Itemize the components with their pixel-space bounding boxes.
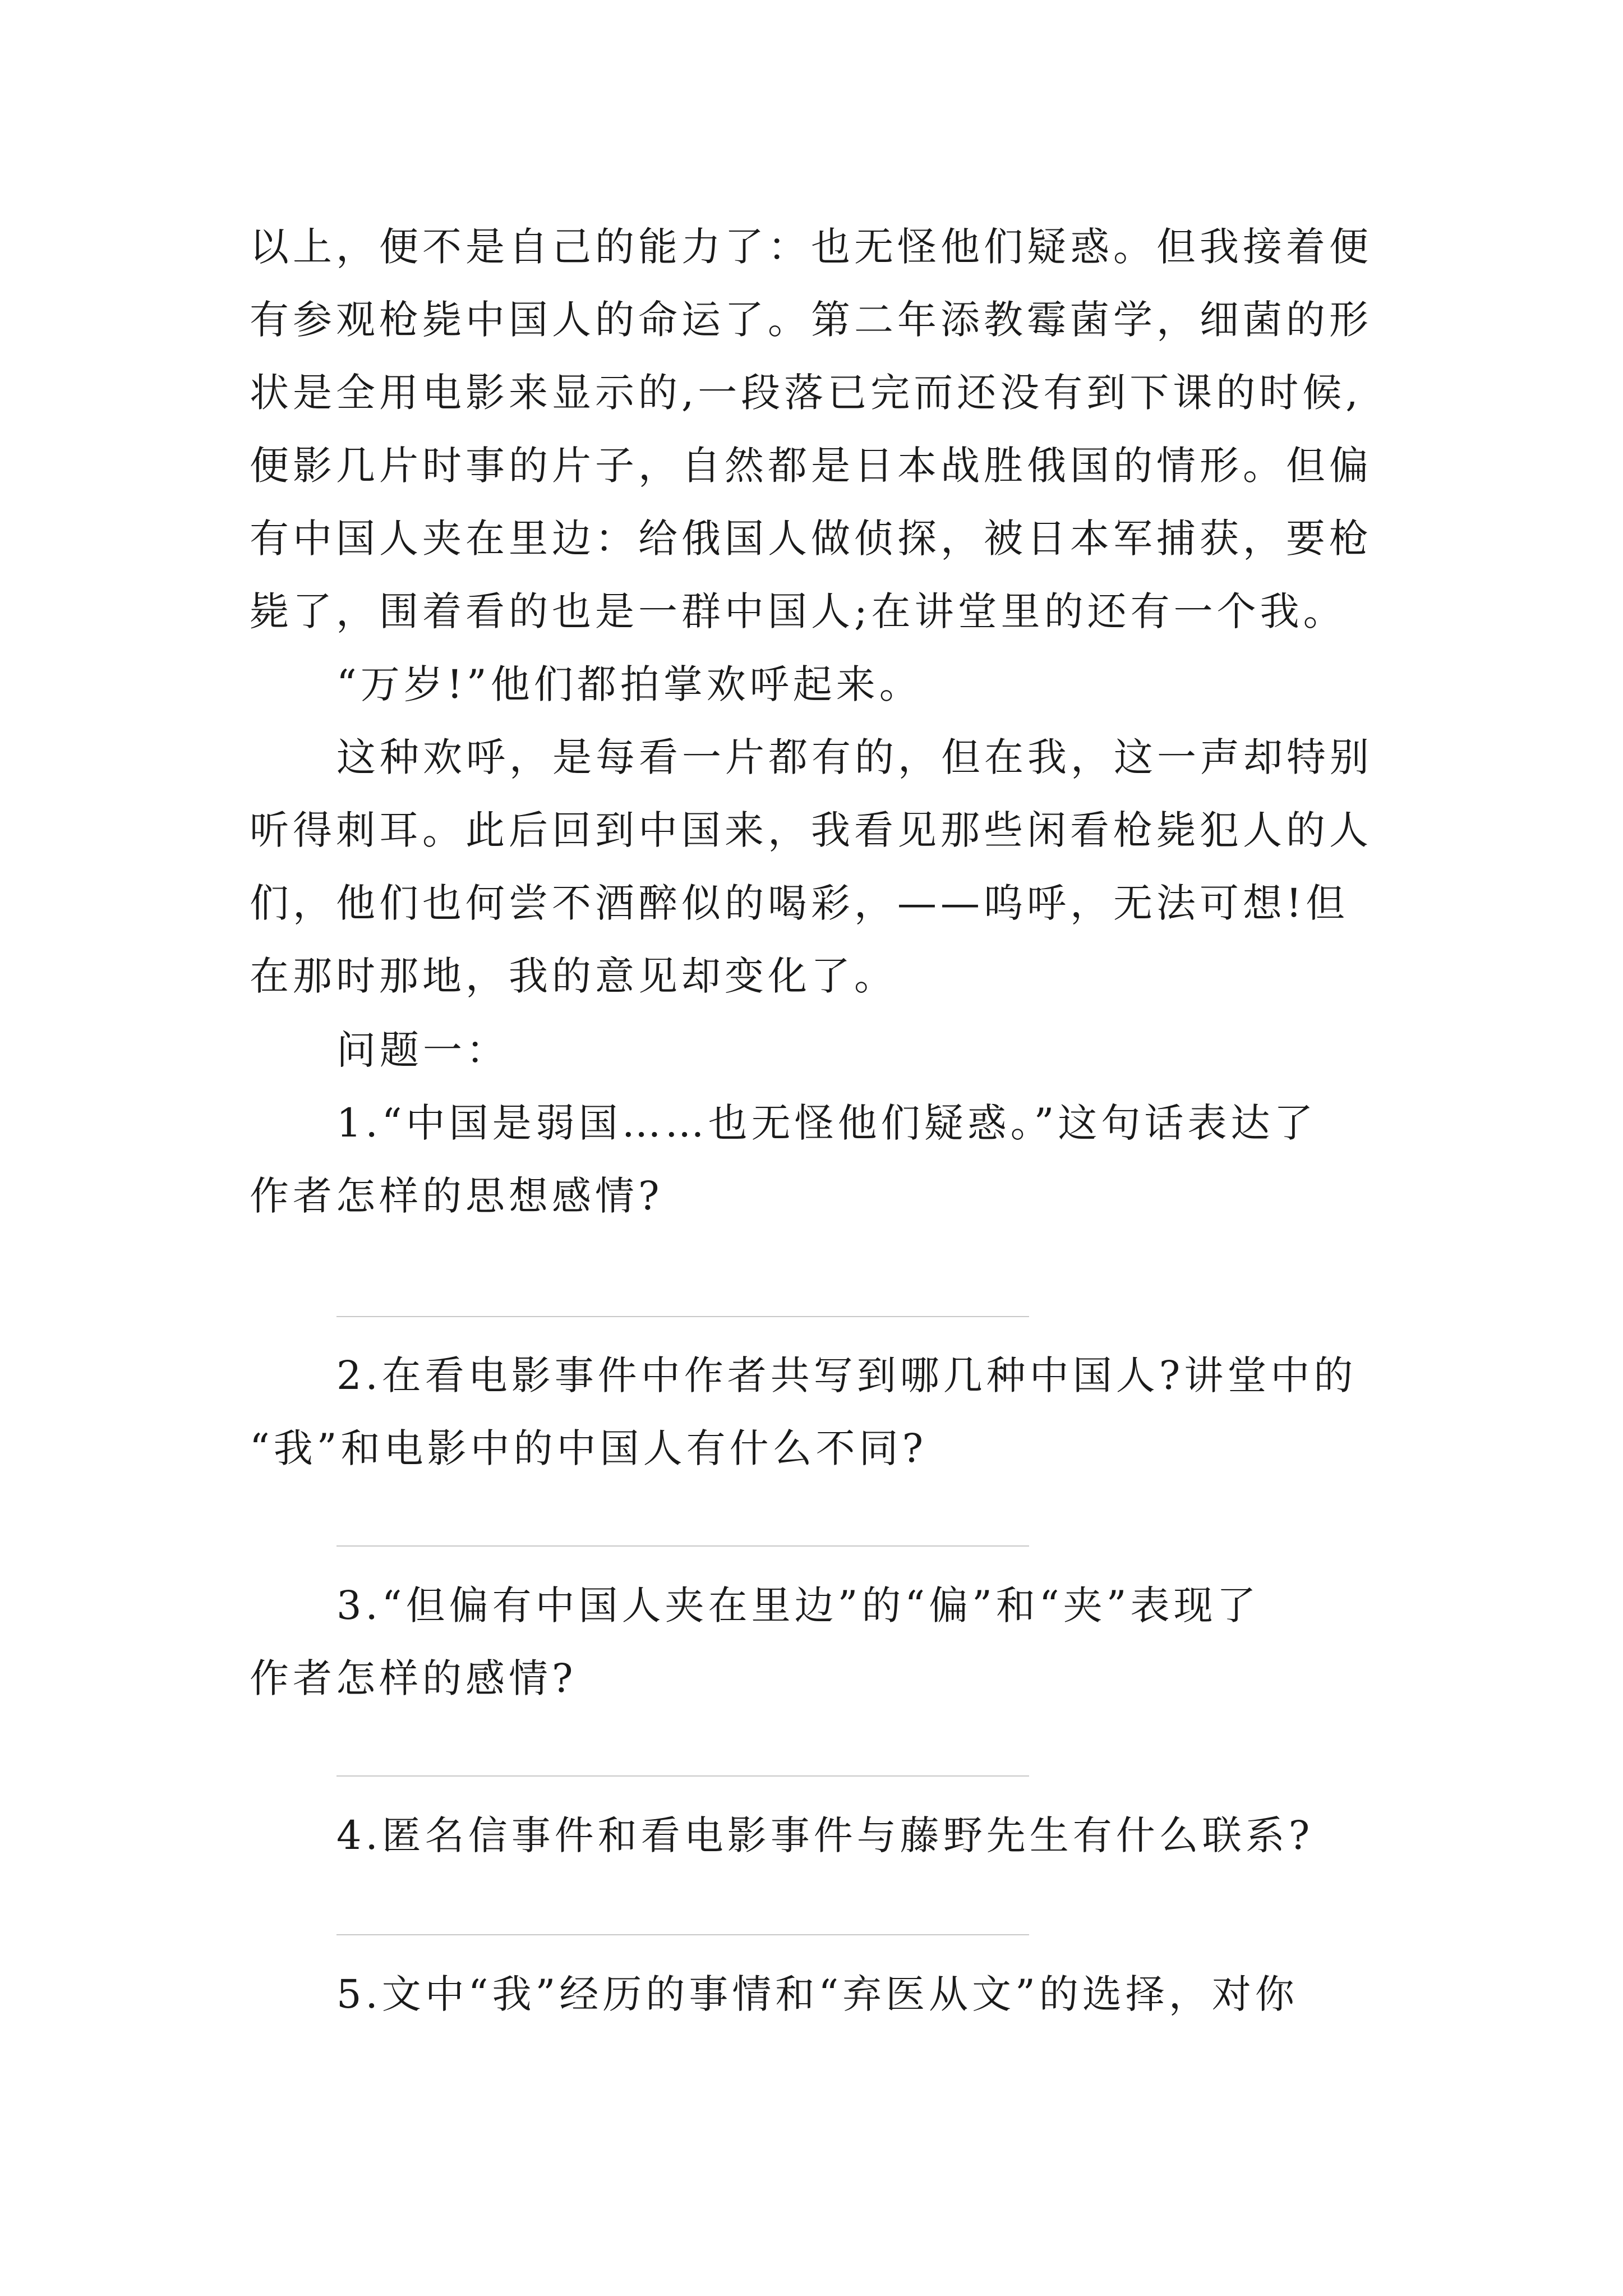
question-1-line-1: 1.“中国是弱国……也无怪他们疑惑。”这句话表达了 [336,1100,1317,1146]
passage-line-1: 以上，便不是自己的能力了：也无怪他们疑惑。但我接着便 [250,224,1372,270]
question-3-line-2: 作者怎样的感情? [250,1655,577,1701]
question-2-line-2: “我”和电影中的中国人有什么不同? [250,1425,928,1471]
answer-line-3[interactable] [336,1775,1029,1777]
answer-line-1[interactable] [336,1316,1029,1317]
passage-line-2: 有参观枪毙中国人的命运了。第二年添教霉菌学，细菌的形 [250,297,1372,343]
passage-line-5: 有中国人夹在里边：给俄国人做侦探，被日本军捕获，要枪 [250,516,1372,562]
answer-line-2[interactable] [336,1545,1029,1547]
answer-line-4[interactable] [336,1934,1029,1935]
question-2-line-1: 2.在看电影事件中作者共写到哪几种中国人?讲堂中的 [336,1352,1357,1398]
question-3-line-1: 3.“但偏有中国人夹在里边”的“偏”和“夹”表现了 [336,1582,1260,1628]
passage-line-4: 便影几片时事的片子，自然都是日本战胜俄国的情形。但偏 [250,443,1372,489]
passage-line-9: 听得刺耳。此后回到中国来，我看见那些闲看枪毙犯人的人 [250,807,1372,853]
question-1-line-2: 作者怎样的思想感情? [250,1173,663,1219]
passage-line-6: 毙了，围着看的也是一群中国人;在讲堂里的还有一个我。 [250,588,1347,634]
passage-line-8: 这种欢呼，是每看一片都有的，但在我，这一声却特别 [336,734,1373,780]
passage-line-10: 们，他们也何尝不酒醉似的喝彩，——呜呼，无法可想!但 [250,880,1349,926]
passage-line-3: 状是全用电影来显示的,一段落已完而还没有到下课的时候, [250,370,1362,416]
section-heading: 问题一： [336,1027,509,1073]
question-4-line-1: 4.匿名信事件和看电影事件与藤野先生有什么联系? [336,1812,1314,1858]
passage-line-11: 在那时那地，我的意见却变化了。 [250,953,897,999]
question-5-line-1: 5.文中“我”经历的事情和“弃医从文”的选择，对你 [336,1971,1298,2017]
passage-line-7: “万岁!”他们都拍掌欢呼起来。 [336,661,923,707]
